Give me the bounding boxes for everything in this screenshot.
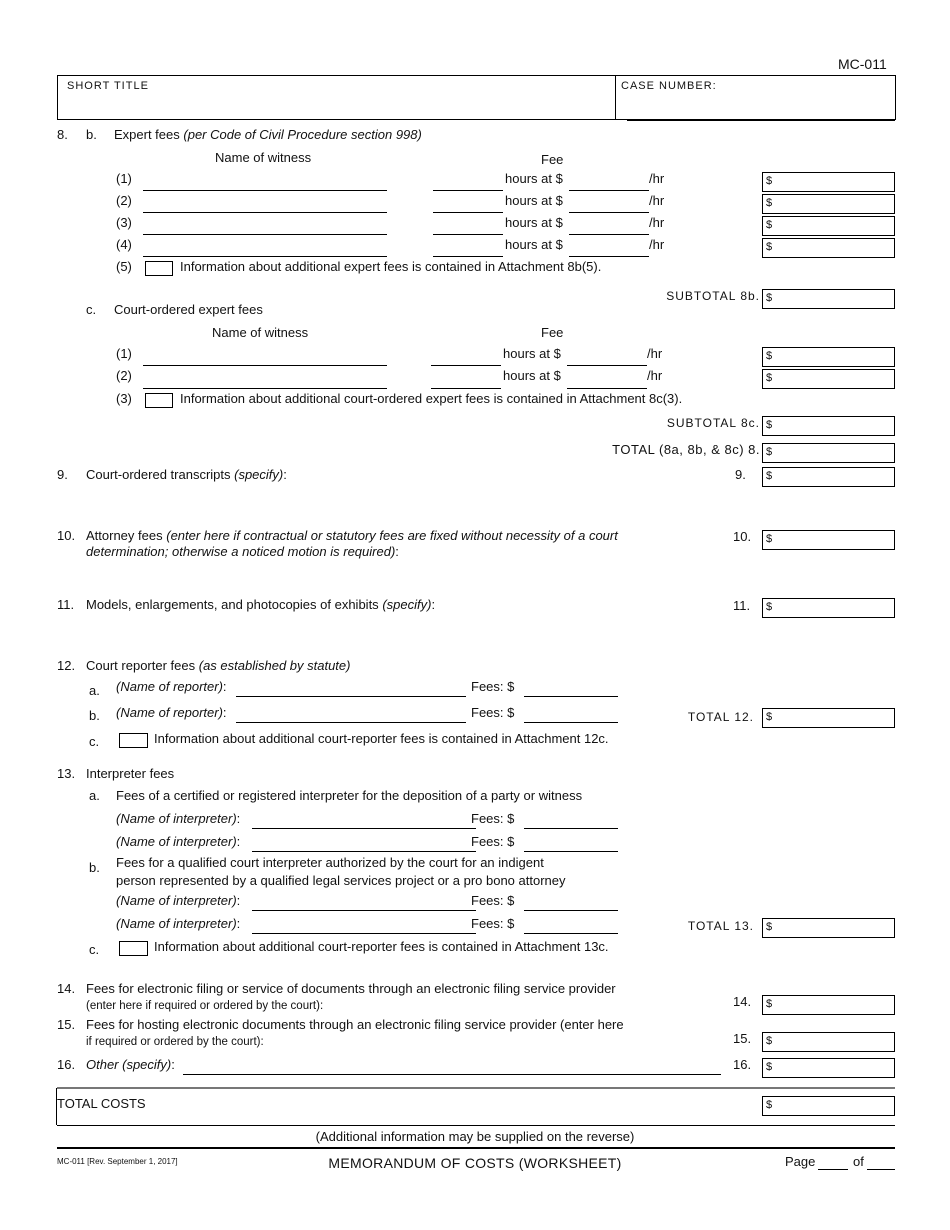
- hours-at-label: hours at $: [505, 193, 563, 208]
- header-divider: [615, 75, 616, 119]
- form-id: MC-011: [838, 56, 887, 72]
- subtotal-8b-label: SUBTOTAL 8b.: [666, 289, 760, 303]
- dollar-sign: $: [766, 921, 773, 933]
- additional-info-note: (Additional information may be supplied on the reverse): [315, 1129, 635, 1144]
- label-note: (specify): [234, 467, 284, 482]
- dollar-sign: $: [766, 292, 773, 304]
- item-14-right-number: 14.: [733, 994, 752, 1009]
- dollar-sign: $: [766, 1035, 773, 1047]
- item-11-number: 11.: [57, 597, 75, 612]
- item-16-number: 16.: [57, 1057, 76, 1072]
- attachment-13c-text: Information about additional court-reporter fees is contained in Attachment 13c.: [154, 939, 609, 954]
- total-costs-top-rule: [57, 1087, 895, 1089]
- dollar-sign: $: [766, 175, 773, 187]
- rate-field[interactable]: [567, 365, 647, 366]
- short-title-label: SHORT TITLE: [67, 80, 149, 92]
- fees-label: Fees: $: [471, 679, 515, 694]
- colon: :: [236, 811, 241, 826]
- of-label: of: [853, 1154, 864, 1169]
- reporter-a-fee-field[interactable]: [524, 696, 618, 697]
- item-10-number: 10.: [57, 528, 76, 543]
- row-label: (3): [116, 215, 132, 230]
- witness-name-field[interactable]: [143, 234, 387, 235]
- case-number-underline: [627, 119, 895, 121]
- total-13-amount[interactable]: [762, 918, 895, 938]
- label-text: Attorney fees: [86, 528, 163, 543]
- dollar-sign: $: [766, 601, 773, 613]
- label-note: (enter here if contractual or statutory fees are fixed without necessity of a court: [166, 528, 618, 543]
- label-text: (Name of interpreter): [116, 893, 237, 908]
- colon: :: [283, 467, 287, 482]
- hours-field[interactable]: [433, 190, 503, 191]
- amount-11[interactable]: [762, 598, 895, 618]
- item-8c-title: Court-ordered expert fees: [114, 302, 263, 317]
- fees-label: Fees: $: [471, 893, 515, 908]
- name-of-witness-header: Name of witness: [215, 150, 312, 165]
- interpreter-b1-fee-field[interactable]: [524, 910, 618, 911]
- witness-name-field[interactable]: [143, 388, 387, 389]
- label-text: Other (specify): [86, 1057, 172, 1072]
- total-costs-bottom-rule: [57, 1125, 895, 1126]
- amount-16[interactable]: [762, 1058, 895, 1078]
- colon: :: [222, 705, 227, 720]
- dollar-sign: $: [766, 1061, 773, 1073]
- subtotal-8b-amount[interactable]: [762, 289, 895, 309]
- form-title: MEMORANDUM OF COSTS (WORKSHEET): [328, 1155, 622, 1171]
- row-label: (3): [116, 391, 132, 406]
- interpreter-a1-fee-field[interactable]: [524, 828, 618, 829]
- interpreter-a1-name-field[interactable]: [252, 828, 476, 829]
- colon: :: [222, 679, 227, 694]
- item-9-label: [86, 467, 287, 483]
- amount-8b-2[interactable]: [762, 194, 895, 214]
- item-13b-text-line2: person represented by a qualified legal services project or a pro bono attorney: [116, 873, 566, 888]
- item-12b-letter: b.: [89, 708, 100, 723]
- reporter-b-label: [116, 705, 227, 721]
- other-specify-field[interactable]: [183, 1074, 721, 1075]
- dollar-sign: $: [766, 350, 773, 362]
- dollar-sign: $: [766, 419, 773, 431]
- hours-field[interactable]: [431, 388, 501, 389]
- item-13b-text-line1: Fees for a qualified court interpreter authorized by the court for an indigent: [116, 855, 544, 870]
- item-13a-text: Fees of a certified or registered interpreter for the deposition of a party or witness: [116, 788, 583, 803]
- dollar-sign: $: [766, 372, 773, 384]
- fees-label: Fees: $: [471, 705, 515, 720]
- rate-field[interactable]: [569, 234, 649, 235]
- item-14-note: (enter here if required or ordered by the court):: [86, 1000, 324, 1012]
- item-10-right-number: 10.: [733, 529, 752, 544]
- dollar-sign: $: [766, 197, 773, 209]
- dollar-sign: $: [766, 219, 773, 231]
- attachment-8b5-checkbox[interactable]: [145, 261, 173, 276]
- rate-field[interactable]: [567, 388, 647, 389]
- colon: :: [236, 916, 241, 931]
- hours-at-label: hours at $: [505, 171, 563, 186]
- attachment-8b5-text: Information about additional expert fees is contained in Attachment 8b(5).: [180, 259, 602, 274]
- dollar-sign: $: [766, 446, 773, 458]
- row-label: (1): [116, 346, 132, 361]
- label-note: determination; otherwise a noticed motion is required): [86, 544, 396, 559]
- item-12-number: 12.: [57, 658, 76, 673]
- item-9-number: 9.: [57, 467, 68, 482]
- label-text: (Name of interpreter): [116, 834, 237, 849]
- row-label: (4): [116, 237, 132, 252]
- item-8c-letter: c.: [86, 302, 97, 317]
- total-costs-amount[interactable]: [762, 1096, 895, 1116]
- item-11-label: [86, 597, 435, 613]
- item-13-number: 13.: [57, 766, 76, 781]
- colon: :: [431, 597, 436, 612]
- label-text: Models, enlargements, and photocopies of exhibits: [86, 597, 379, 612]
- amount-9[interactable]: [762, 467, 895, 487]
- item-12-label: [86, 658, 350, 674]
- label-text: (Name of reporter): [116, 679, 223, 694]
- hours-field[interactable]: [431, 365, 501, 366]
- label-text: (Name of reporter): [116, 705, 223, 720]
- interpreter-b2-name-field[interactable]: [252, 933, 476, 934]
- item-14-number: 14.: [57, 981, 76, 996]
- total-8-label: TOTAL (8a, 8b, & 8c) 8.: [612, 442, 760, 457]
- item-11-right-number: 11.: [733, 598, 751, 613]
- item-8b-letter: b.: [86, 127, 97, 142]
- label-text: Court-ordered transcripts: [86, 467, 231, 482]
- item-15-label: Fees for hosting electronic documents through an electronic filing service provider (enter here: [86, 1017, 624, 1032]
- witness-name-field[interactable]: [143, 256, 387, 257]
- total-13-label: TOTAL 13.: [687, 919, 754, 933]
- colon: :: [171, 1057, 175, 1072]
- rate-field[interactable]: [569, 256, 649, 257]
- case-number-label: CASE NUMBER:: [621, 80, 717, 92]
- total-12-amount[interactable]: [762, 708, 895, 728]
- label-note: (as established by statute): [198, 658, 351, 673]
- item-16-label: [86, 1057, 175, 1073]
- witness-name-field[interactable]: [143, 212, 387, 213]
- hours-at-label: hours at $: [503, 346, 561, 361]
- per-hr-label: /hr: [649, 193, 665, 208]
- total-8-amount[interactable]: [762, 443, 895, 463]
- amount-14[interactable]: [762, 995, 895, 1015]
- name-of-witness-header: Name of witness: [212, 325, 309, 340]
- amount-8c-1[interactable]: [762, 347, 895, 367]
- hours-field[interactable]: [433, 234, 503, 235]
- item-16-right-number: 16.: [733, 1057, 752, 1072]
- rate-field[interactable]: [569, 190, 649, 191]
- total-costs-label: TOTAL COSTS: [57, 1096, 146, 1111]
- hours-at-label: hours at $: [503, 368, 561, 383]
- witness-name-field[interactable]: [143, 190, 387, 191]
- footer-rule: [57, 1147, 895, 1149]
- label-text: (Name of interpreter): [116, 916, 237, 931]
- interpreter-a1-label: [116, 811, 240, 827]
- fees-label: Fees: $: [471, 916, 515, 931]
- item-10-label: [86, 528, 618, 544]
- amount-10[interactable]: [762, 530, 895, 550]
- row-label: (5): [116, 259, 132, 274]
- title-note: (per Code of Civil Procedure section 998): [183, 127, 422, 142]
- interpreter-b1-name-field[interactable]: [252, 910, 476, 911]
- interpreter-a2-fee-field[interactable]: [524, 851, 618, 852]
- dollar-sign: $: [766, 1099, 773, 1111]
- label-note: (specify): [382, 597, 432, 612]
- per-hr-label: /hr: [647, 346, 663, 361]
- interpreter-a2-label: [116, 834, 240, 850]
- row-label: (2): [116, 193, 132, 208]
- reporter-b-name-field[interactable]: [236, 722, 466, 723]
- item-8-number: 8.: [57, 127, 68, 142]
- item-13a-letter: a.: [89, 788, 100, 803]
- page-number-field[interactable]: [818, 1169, 848, 1170]
- item-14-label: Fees for electronic filing or service of documents through an electronic filing service provider: [86, 981, 616, 996]
- amount-8b-4[interactable]: [762, 238, 895, 258]
- subtotal-8c-label: SUBTOTAL 8c.: [666, 416, 760, 430]
- attachment-13c-checkbox[interactable]: [119, 941, 148, 956]
- fees-label: Fees: $: [471, 811, 515, 826]
- short-title-field[interactable]: [67, 96, 607, 116]
- per-hr-label: /hr: [649, 171, 665, 186]
- amount-8b-1[interactable]: [762, 172, 895, 192]
- per-hr-label: /hr: [647, 368, 663, 383]
- page-total-field[interactable]: [867, 1169, 895, 1170]
- colon: :: [236, 893, 241, 908]
- title-text: Expert fees: [114, 127, 180, 142]
- fee-header: Fee: [541, 325, 564, 340]
- per-hr-label: /hr: [649, 237, 665, 252]
- subtotal-8c-amount[interactable]: [762, 416, 895, 436]
- per-hr-label: /hr: [649, 215, 665, 230]
- amount-8b-3[interactable]: [762, 216, 895, 236]
- attachment-12c-text: Information about additional court-reporter fees is contained in Attachment 12c.: [154, 731, 609, 746]
- interpreter-b2-label: [116, 916, 240, 932]
- item-9-right-number: 9.: [735, 467, 746, 482]
- attachment-8c3-text: Information about additional court-ordered expert fees is contained in Attachment 8c(3).: [180, 391, 683, 406]
- item-10-label-line2: [86, 544, 399, 560]
- interpreter-a2-name-field[interactable]: [252, 851, 476, 852]
- case-number-field[interactable]: [621, 96, 891, 116]
- item-13c-letter: c.: [89, 942, 100, 957]
- hours-field[interactable]: [433, 212, 503, 213]
- witness-name-field[interactable]: [143, 365, 387, 366]
- total-12-label: TOTAL 12.: [687, 710, 754, 724]
- amount-8c-2[interactable]: [762, 369, 895, 389]
- interpreter-b1-label: [116, 893, 240, 909]
- dollar-sign: $: [766, 470, 773, 482]
- hours-at-label: hours at $: [505, 215, 563, 230]
- rate-field[interactable]: [569, 212, 649, 213]
- reporter-a-label: [116, 679, 227, 695]
- item-13-label: Interpreter fees: [86, 766, 175, 781]
- dollar-sign: $: [766, 241, 773, 253]
- hours-at-label: hours at $: [505, 237, 563, 252]
- page-label: Page: [785, 1154, 816, 1169]
- dollar-sign: $: [766, 998, 773, 1010]
- item-13b-letter: b.: [89, 860, 100, 875]
- item-15-number: 15.: [57, 1017, 76, 1032]
- item-15-right-number: 15.: [733, 1031, 752, 1046]
- fee-header: Fee: [541, 152, 564, 167]
- dollar-sign: $: [766, 711, 773, 723]
- item-12a-letter: a.: [89, 683, 100, 698]
- dollar-sign: $: [766, 533, 773, 545]
- label-text: Court reporter fees: [86, 658, 196, 673]
- label-text: (Name of interpreter): [116, 811, 237, 826]
- revision-note: MC-011 [Rev. September 1, 2017]: [57, 1157, 178, 1166]
- colon: :: [236, 834, 241, 849]
- colon: :: [395, 544, 399, 559]
- attachment-8c3-checkbox[interactable]: [145, 393, 173, 408]
- item-8b-title: [114, 127, 422, 143]
- hours-field[interactable]: [433, 256, 503, 257]
- row-label: (2): [116, 368, 132, 383]
- attachment-12c-checkbox[interactable]: [119, 733, 148, 748]
- item-15-note: if required or ordered by the court):: [86, 1036, 264, 1048]
- item-12c-letter: c.: [89, 734, 100, 749]
- fees-label: Fees: $: [471, 834, 515, 849]
- amount-15[interactable]: [762, 1032, 895, 1052]
- reporter-a-name-field[interactable]: [236, 696, 466, 697]
- row-label: (1): [116, 171, 132, 186]
